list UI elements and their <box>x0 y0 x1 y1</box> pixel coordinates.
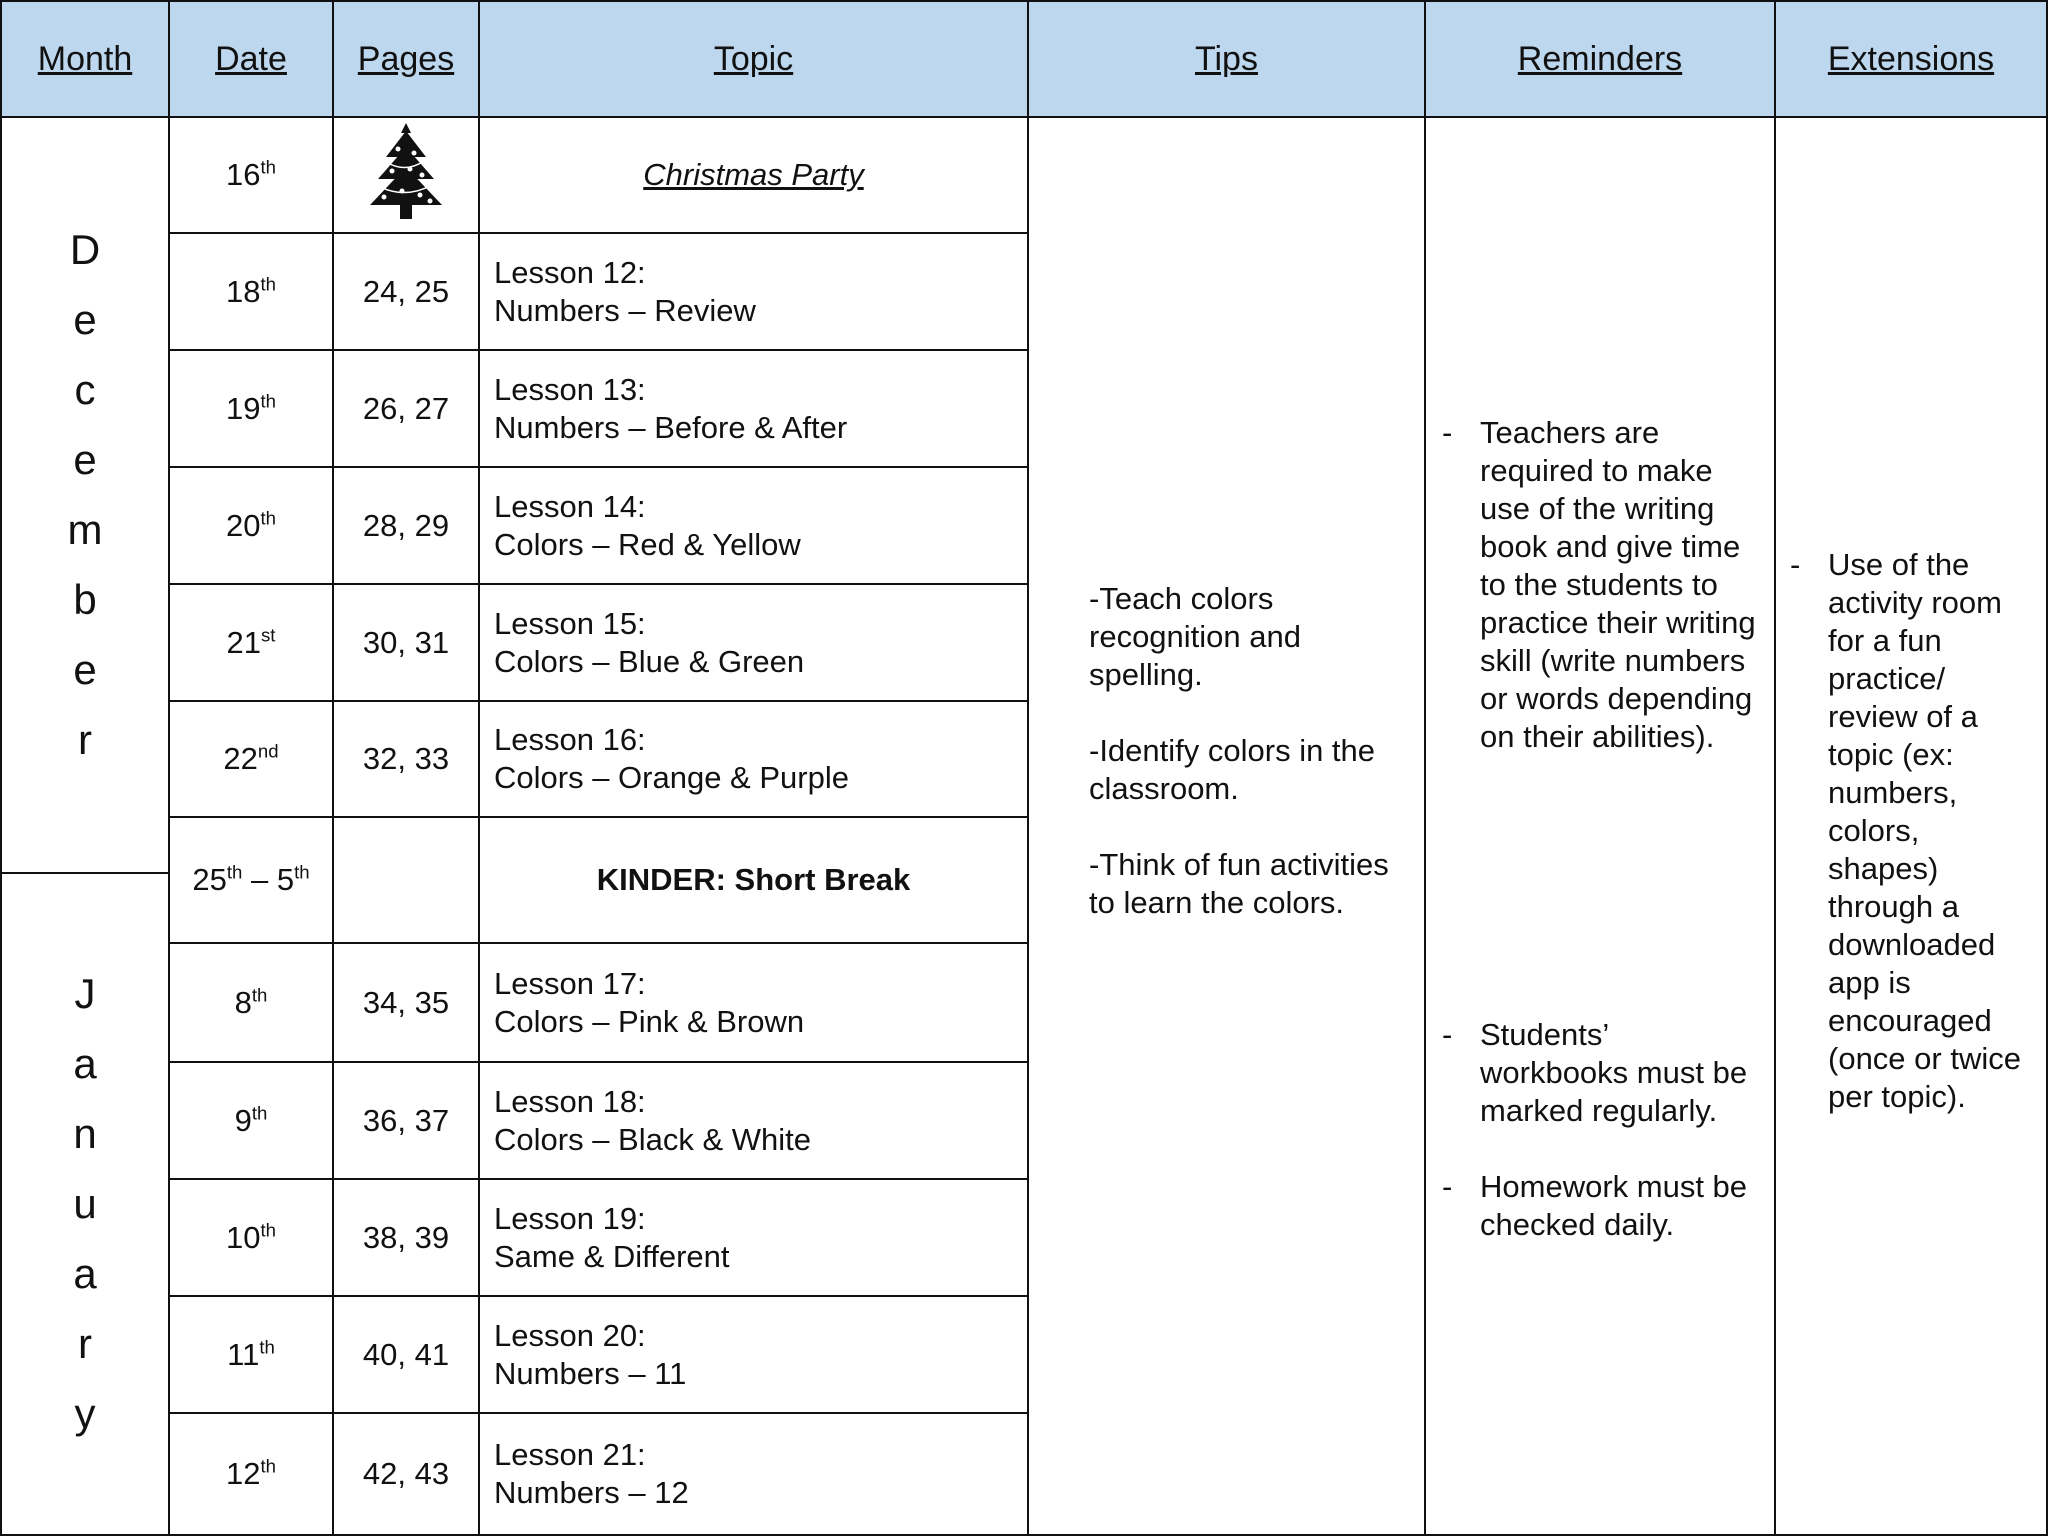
pages-cell <box>332 1295 480 1414</box>
date-day: 12 <box>226 1456 261 1491</box>
pages-text: 40, 41 <box>362 1336 450 1372</box>
date-cell <box>168 700 334 818</box>
pages-text: 38, 39 <box>362 1219 450 1255</box>
date-cell <box>168 1178 334 1297</box>
tip-item: -Think of fun activities to learn the colors. <box>1089 847 1389 920</box>
month-january-letter: J <box>74 970 96 1017</box>
date-cell <box>168 116 334 234</box>
month-december <box>0 116 170 874</box>
month-december-letter: e <box>73 646 97 693</box>
reminder-text: Students’ workbooks must be marked regularly. <box>1480 1017 1748 1128</box>
date-cell <box>168 1412 334 1536</box>
topic-cell <box>478 116 1029 234</box>
header-extensions: Extensions <box>1774 0 2048 118</box>
topic-cell <box>478 1178 1029 1297</box>
lesson-subject: Numbers – Before & After <box>494 409 848 445</box>
date-suffix: th <box>260 273 276 295</box>
lesson-subject: Numbers – 11 <box>494 1355 687 1391</box>
topic-cell <box>478 1295 1029 1414</box>
pages-cell <box>332 816 480 944</box>
pages-cell <box>332 1178 480 1297</box>
date-text <box>235 1103 268 1139</box>
date-day: 8 <box>234 984 252 1020</box>
month-december-letter: m <box>67 506 103 553</box>
lesson-number: Lesson 20: <box>494 1317 646 1353</box>
reminder-item <box>1442 1016 1762 1130</box>
header-pages: Pages <box>332 0 480 118</box>
lesson-number: Lesson 15: <box>494 605 646 641</box>
pages-cell <box>332 466 480 585</box>
date-text <box>226 274 276 310</box>
pages-text: 28, 29 <box>362 507 450 543</box>
pages-cell <box>332 232 480 351</box>
date-suffix-end: th <box>294 861 310 883</box>
date-day-end: 5 <box>276 862 295 897</box>
date-suffix: th <box>260 156 276 178</box>
lesson-subject: Numbers – Review <box>494 292 756 328</box>
date-day: 19 <box>226 390 261 426</box>
lesson-subject: Same & Different <box>494 1238 730 1274</box>
lesson-subject: Colors – Pink & Brown <box>494 1003 805 1039</box>
date-suffix: th <box>260 1455 276 1477</box>
pages-cell <box>332 1061 480 1180</box>
date-day: 22 <box>223 741 258 776</box>
lesson-number: Lesson 17: <box>494 965 646 1001</box>
date-text <box>223 741 278 777</box>
pages-cell <box>332 349 480 468</box>
pages-text: 30, 31 <box>362 624 450 660</box>
date-day: 21 <box>226 624 261 660</box>
date-suffix: th <box>251 984 268 1006</box>
lesson-number: Lesson 19: <box>494 1200 646 1236</box>
header-topic: Topic <box>478 0 1029 118</box>
header-date: Date <box>168 0 334 118</box>
lesson-number: Lesson 16: <box>494 722 646 757</box>
topic-cell <box>478 700 1029 818</box>
date-text <box>227 625 276 661</box>
date-cell <box>168 1061 334 1180</box>
date-day: 18 <box>226 273 261 309</box>
date-day: 16 <box>226 157 261 192</box>
date-suffix: th <box>259 1336 275 1358</box>
topic-cell <box>478 349 1029 468</box>
month-january-letter: a <box>73 1040 97 1087</box>
date-cell <box>168 232 334 351</box>
date-cell <box>168 349 334 468</box>
topic-cell <box>478 583 1029 702</box>
bullet-dash: - <box>1442 415 1453 450</box>
lesson-subject: Colors – Blue & Green <box>494 643 805 679</box>
tips-cell <box>1027 116 1426 1536</box>
topic-cell <box>478 1412 1029 1536</box>
month-december-letter: r <box>78 716 92 763</box>
extensions-cell <box>1774 116 2048 1536</box>
event-title: Christmas Party <box>643 157 864 192</box>
pages-text: 32, 33 <box>362 741 450 776</box>
pages-text: 26, 27 <box>362 390 450 426</box>
topic-cell <box>478 466 1029 585</box>
date-suffix: th <box>260 1219 276 1241</box>
break-title: KINDER: Short Break <box>596 862 911 897</box>
lesson-subject: Colors – Red & Yellow <box>494 526 801 562</box>
reminder-text: Homework must be checked daily. <box>1480 1169 1748 1242</box>
pages-cell <box>332 1412 480 1536</box>
date-day: 9 <box>234 1102 252 1138</box>
date-day: 25 <box>192 862 227 897</box>
pages-text: 34, 35 <box>362 984 450 1020</box>
date-suffix: th <box>251 1102 268 1124</box>
date-text <box>226 391 276 427</box>
date-day: 20 <box>226 507 261 543</box>
date-text <box>226 508 276 544</box>
topic-cell <box>478 816 1029 944</box>
pages-cell <box>332 583 480 702</box>
month-december-letter: e <box>73 436 97 483</box>
date-day: 10 <box>226 1219 261 1255</box>
date-day: 11 <box>227 1336 260 1372</box>
pages-cell <box>332 942 480 1063</box>
date-cell <box>168 1295 334 1414</box>
month-january-letter: n <box>73 1110 97 1157</box>
lesson-number: Lesson 12: <box>494 254 646 290</box>
bullet-dash: - <box>1442 1169 1453 1204</box>
date-text <box>226 1456 276 1492</box>
lesson-number: Lesson 21: <box>494 1437 646 1472</box>
date-cell <box>168 942 334 1063</box>
extension-text: Use of the activity room for a fun practice/ review of a topic (ex: numbers, colors, shapes) through a downloaded app is encouraged (once or twice per topic). <box>1828 547 2021 1114</box>
date-text <box>235 985 268 1021</box>
date-text <box>226 157 276 193</box>
lesson-number: Lesson 13: <box>494 371 646 407</box>
month-january-letter: u <box>73 1180 97 1227</box>
date-suffix: th <box>260 390 276 412</box>
date-cell <box>168 816 334 944</box>
month-december-letter: b <box>73 576 97 623</box>
date-suffix: th <box>226 861 243 883</box>
topic-cell <box>478 942 1029 1063</box>
pages-text: 42, 43 <box>362 1456 450 1491</box>
month-december-letter: c <box>74 366 96 413</box>
bullet-dash: - <box>1790 547 1801 582</box>
date-range-separator: – <box>242 862 277 897</box>
reminder-text: Teachers are required to make use of the writing book and give time to the students to practice their writing skill (write numbers or words depending on their abilities). <box>1480 415 1756 754</box>
topic-cell <box>478 1061 1029 1180</box>
bullet-dash: - <box>1442 1017 1453 1052</box>
date-text <box>226 1220 276 1256</box>
pages-cell <box>332 116 480 234</box>
date-text <box>192 862 309 898</box>
header-tips: Tips <box>1027 0 1426 118</box>
lesson-subject: Numbers – 12 <box>494 1475 689 1510</box>
date-text <box>227 1337 275 1373</box>
date-suffix: st <box>261 624 276 646</box>
topic-cell <box>478 232 1029 351</box>
month-january-letter: a <box>73 1250 97 1297</box>
tip-item: -Identify colors in the classroom. <box>1089 733 1376 806</box>
christmas-tree-icon <box>364 119 448 231</box>
pages-cell <box>332 700 480 818</box>
header-reminders: Reminders <box>1424 0 1776 118</box>
month-january-letter: y <box>74 1390 96 1437</box>
reminder-item <box>1442 414 1762 756</box>
month-december-letter: D <box>69 226 101 273</box>
pages-text: 24, 25 <box>362 273 450 309</box>
tip-item: -Teach colors recognition and spelling. <box>1089 581 1301 692</box>
date-suffix: th <box>260 507 276 529</box>
month-january-letter: r <box>78 1320 92 1367</box>
date-cell <box>168 583 334 702</box>
date-suffix: nd <box>257 740 279 762</box>
lesson-number: Lesson 14: <box>494 488 646 524</box>
month-december-letter: e <box>73 296 97 343</box>
lesson-subject: Colors – Orange & Purple <box>494 760 849 795</box>
extension-item <box>1790 546 2034 1116</box>
reminder-item <box>1442 1168 1762 1244</box>
date-cell <box>168 466 334 585</box>
reminders-cell <box>1424 116 1776 1536</box>
lesson-number: Lesson 18: <box>494 1083 646 1119</box>
lesson-subject: Colors – Black & White <box>494 1121 811 1157</box>
month-january <box>0 872 170 1536</box>
header-month: Month <box>0 0 170 118</box>
pages-text: 36, 37 <box>362 1102 450 1138</box>
